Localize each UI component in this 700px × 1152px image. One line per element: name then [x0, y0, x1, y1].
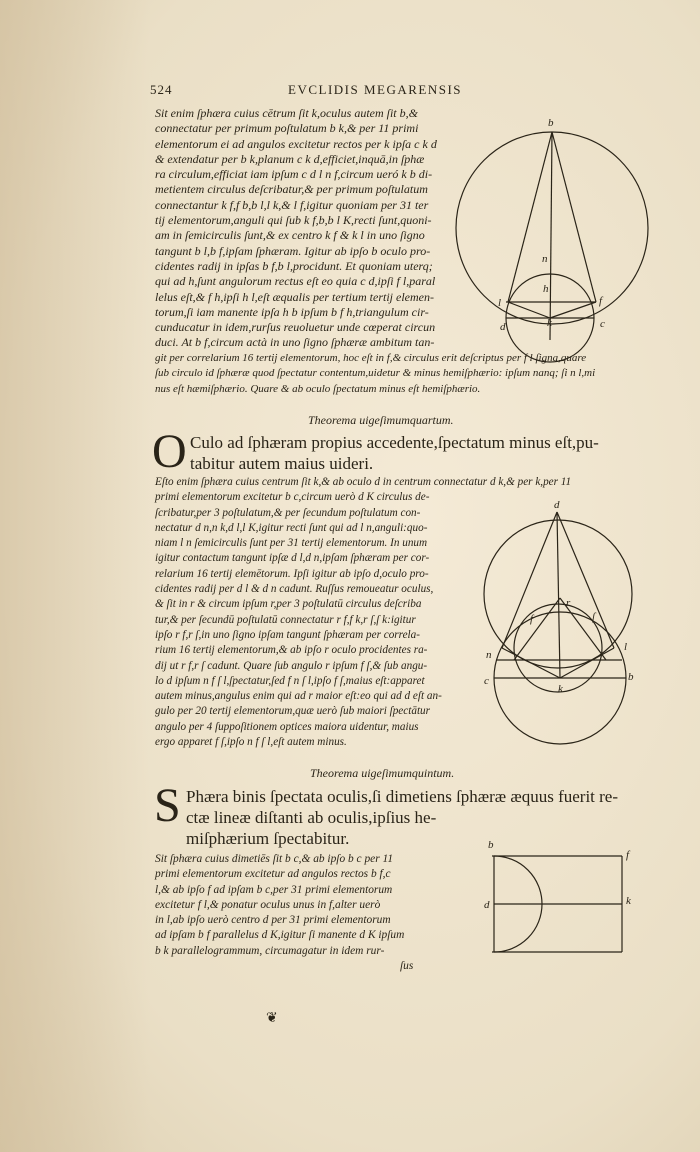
text-line: cidentes radij per d l & d n cadunt. Ruſſus remoueatur oculus, — [155, 583, 434, 596]
text-line: & extendatur per b k,planum c k d,efficiet,inquā,in ſphæ — [155, 151, 425, 166]
label-f: f — [530, 613, 534, 625]
text-line: rium 16 tertij elementorum,& ab ipſo r oculo procidentes ra- — [155, 644, 428, 657]
text-line: elementorum ei ad angulos excitetur rectos per k ipſa c k d — [155, 136, 437, 151]
text-line: primi elementorum excitetur ad angulos rectos b f,c — [155, 868, 391, 881]
text-line: ſus — [400, 960, 414, 973]
proposition-line: miſphærium ſpectabitur. — [186, 829, 350, 848]
text-line: primi elementorum excitetur b c,circum uerò d K circulus de- — [155, 491, 430, 504]
text-line: Sit enim ſphæra cuius cētrum ſit k,oculus autem ſit b,& — [155, 106, 418, 120]
text-line: cidentes radij in ipſas b f,b l,procidunt. Et quoniam uterq; — [155, 258, 433, 273]
label-d: d — [554, 499, 560, 511]
text-line: tij elementorum,anguli qui ſub k f,b,b l K,recti ſunt,quoni- — [155, 213, 432, 228]
text-line: in l,ab ipſo uerò centro d per 31 primi elementorum — [155, 914, 391, 927]
text-line: dij ut r f,r ſ cadunt. Quare ſub angulo r ipſum f ſ,& ſub angu- — [155, 659, 428, 672]
label-n: n — [486, 649, 492, 661]
fleuron-ornament: ❦ — [266, 1011, 278, 1026]
text-line: git per correlarium 16 tertij elementorum, hoc eſt in f,& circulus erit deſcriptus per f l ſigna,quare — [155, 352, 587, 364]
text-line: ſcribatur,per 3 poſtulatum,& per ſecundum poſtulatum con- — [155, 506, 421, 519]
text-line: excitetur f l,& ponatur oculus unus in f,alter uerò — [155, 898, 381, 911]
text-line: gulo per 20 tertij elementorum,quæ uerò ſub maiori ſpectātur — [155, 705, 431, 718]
text-line: connectantur k f,f b,b l,l k,& l f,igitur quoniam per 31 ter — [155, 197, 429, 212]
theorem-heading-24: Theorema uigeſimumquartum. — [308, 413, 454, 427]
text-line: lo d ipſum n f ſ l,ſpectatur,ſed f n ſ l,ipſo f ſ,maius eſt:apparet — [155, 674, 425, 687]
label-h: h — [543, 283, 549, 295]
text-line: angulo per 4 ſuppoſitionem optices maiora uidentur, maius — [155, 720, 419, 733]
text-line: b k parallelogrammum, circumagatur in idem rur- — [155, 944, 385, 957]
text-line: l,& ab ipſo f ad ipſam b c,per 31 primi elementorum — [155, 883, 393, 896]
proposition-line: tabitur autem maius uideri. — [190, 454, 374, 473]
label-d: d — [500, 321, 506, 333]
label-k: k — [626, 895, 631, 907]
label-b: b — [548, 117, 554, 129]
text-line: & ſit in r & circum ipſum r,per 3 poſtulatū circulus deſcriba — [155, 598, 422, 611]
proposition-line: ctæ lineæ diſtanti ab oculis,ipſius he- — [186, 808, 437, 827]
label-k: k — [558, 683, 563, 695]
text-line: tangunt b l,b f,ipſam ſphæram. Igitur ab ipſo b oculo pro- — [155, 243, 431, 258]
drop-capital-o: O — [152, 425, 187, 478]
label-l: l — [624, 641, 628, 653]
text-line: ipſo r f,r ſ,in uno ſigno ipſam tangunt ſphæram per correla- — [155, 628, 420, 641]
text-line: am in ſemicirculis ſunt,& ex centro k f & k l in uno ſigno — [155, 228, 425, 243]
page-number: 524 — [150, 82, 173, 97]
label-d: d — [484, 899, 490, 911]
label-c: c — [600, 318, 605, 330]
text-line: duci. At b f,circum actà in uno ſigno ſphæræ ambitum tan- — [155, 335, 435, 350]
text-line: tur,& per ſecundū poſtulatū connectatur r f,f k,r ſ,ſ k:igitur — [155, 613, 416, 626]
label-l: l — [498, 297, 502, 309]
theorem-heading-25: Theorema uigeſimumquintum. — [310, 766, 455, 780]
text-line: connectatur per primum poſtulatum b k,& per 11 primi — [155, 121, 419, 136]
text-line: qui ad h,ſunt angulorum rectus eſt eo quia c d,ipſi f l,paral — [155, 274, 436, 289]
text-line: autem minus,angulus enim qui ad r maior eſt:eo qui ad d eſt an- — [155, 690, 442, 703]
text-line: nectatur d n,n k,d l,l K,igitur recti ſunt qui ad l n,anguli:quo- — [155, 521, 428, 534]
label-c: c — [484, 675, 489, 687]
label-s: ſ — [592, 611, 596, 623]
text-line: ra circulum,efficiat iam ipſum c d l n f,circum ueró k b di- — [155, 167, 433, 182]
text-line: cunducatur in idem,rurſus reuoluetur unde cœperat circun — [155, 320, 436, 335]
text-line: Sit ſphæra cuius dimetiēs ſit b c,& ab ipſo b c per 11 — [155, 853, 394, 865]
text-line: Eſto enim ſphæra cuius centrum ſit k,& ab oculo d in centrum connectatur d k,& per k,per 11 — [155, 476, 572, 488]
text-line: ad ipſam b f parallelus d K,igitur ſi manente d K ipſum — [155, 929, 405, 942]
text-line: relarium 16 tertij elemētorum. Ipſi igitur ab ipſo d,oculo pro- — [155, 567, 429, 580]
text-line: lelus eſt,& f h,ipſi h l,eſt æqualis per tertium tertij elemen- — [155, 289, 434, 304]
label-k: k — [547, 317, 552, 329]
text-line: nus eſt hæmiſphærio. Quare & ab oculo ſpectatum minus eſt hemiſphærio. — [155, 382, 481, 395]
text-line: metientem circulus deſcribatur,& per primum poſtulatum — [155, 182, 428, 197]
label-f: f — [599, 295, 603, 307]
label-b: b — [488, 839, 494, 851]
drop-capital-s: S — [154, 779, 181, 832]
running-title: EVCLIDIS MEGARENSIS — [288, 82, 463, 97]
label-n: n — [542, 253, 548, 265]
text-line: ſub circulo id ſphæræ quod ſpectatur contentum,uidetur & minus hemiſphærio: ipſum nanq; ſi n l,mi — [155, 367, 596, 380]
text-line: niam l n ſemicirculis ſunt per 31 tertij elementorum. In unum — [155, 537, 428, 550]
label-f: f — [626, 849, 630, 861]
text-line: torum,ſi iam manente ipſa h b ipſum b f h,triangulum cir- — [155, 304, 429, 319]
label-r: r — [566, 597, 571, 609]
proposition-line: Phæra binis ſpectata oculis,ſi dimetiens ſphæræ æquus fuerit re- — [186, 787, 619, 806]
label-b: b — [628, 671, 634, 683]
text-line: igitur contactum tangunt ipſæ d l,d n,ipſam ſphæram per cor- — [155, 552, 430, 565]
proposition-line: Culo ad ſphæram propius accedente,ſpectatum minus eſt,pu- — [190, 433, 599, 452]
text-line: ergo apparet f ſ,ipſo n f ſ l,eſt autem minus. — [155, 736, 347, 749]
